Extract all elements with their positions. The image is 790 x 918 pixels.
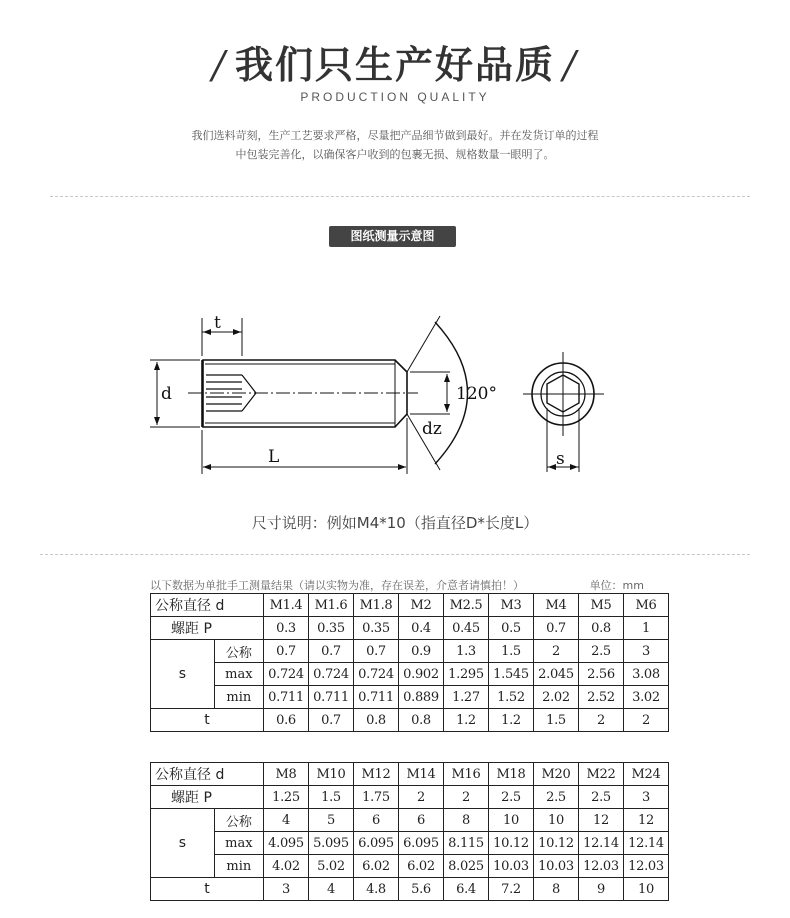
cell: 1.2 [444, 709, 489, 732]
cell: 0.7 [354, 640, 399, 663]
cell: 1.75 [354, 786, 399, 809]
cell: 5.095 [309, 832, 354, 855]
cell: 5.02 [309, 855, 354, 878]
row-t [151, 878, 669, 901]
cell: 0.7 [264, 640, 309, 663]
row-label-max: max [214, 832, 263, 855]
cell: 0.724 [354, 663, 399, 686]
label-angle: 120° [456, 384, 497, 404]
cell: 10 [489, 809, 534, 832]
title-slash-left: / [212, 43, 227, 87]
row-s-nominal [151, 809, 669, 832]
cell: 10.03 [489, 855, 534, 878]
cell: 0.35 [309, 617, 354, 640]
cell: 8 [444, 809, 489, 832]
intro-line-1: 我们选料苛刻，生产工艺要求严格，尽量把产品细节做到最好。并在发货订单的过程 [191, 129, 599, 142]
row-label-s: s [151, 640, 215, 709]
cell: M3 [489, 594, 534, 617]
cell: 0.7 [309, 640, 354, 663]
cell: 0.8 [354, 709, 399, 732]
row-s-nominal [151, 640, 669, 663]
cell: 8.115 [444, 832, 489, 855]
cell: 0.7 [309, 709, 354, 732]
cell: 0.5 [489, 617, 534, 640]
row-s-min [151, 686, 669, 709]
page-title [0, 34, 790, 89]
row-label-max: max [214, 663, 263, 686]
row-label-min: min [214, 686, 263, 709]
label-dz: dz [422, 419, 442, 439]
cell: 6.095 [399, 832, 444, 855]
cell: 4 [264, 809, 309, 832]
cell: 2.56 [579, 663, 624, 686]
cell: 6.095 [354, 832, 399, 855]
cell: 12 [579, 809, 624, 832]
cell: 0.4 [399, 617, 444, 640]
cell: 0.711 [309, 686, 354, 709]
cell: 9 [579, 878, 624, 901]
cell: 10.03 [534, 855, 579, 878]
cell: 12.14 [624, 832, 669, 855]
cell: M22 [579, 763, 624, 786]
label-t: t [214, 313, 221, 333]
unit-note: 单位：mm [589, 579, 644, 592]
cell: M18 [489, 763, 534, 786]
row-diameter [151, 594, 669, 617]
cell: 1.295 [444, 663, 489, 686]
spec-table-small [150, 593, 669, 732]
cell: 1.5 [489, 640, 534, 663]
cell: 2.045 [534, 663, 579, 686]
cell: 7.2 [489, 878, 534, 901]
cell: M10 [309, 763, 354, 786]
cell: 1.545 [489, 663, 534, 686]
cell: 2.5 [579, 640, 624, 663]
cell: 0.8 [579, 617, 624, 640]
cell: 2 [399, 786, 444, 809]
cell: 0.3 [264, 617, 309, 640]
cell: 1.5 [309, 786, 354, 809]
cell: 0.724 [309, 663, 354, 686]
cell: 12.03 [624, 855, 669, 878]
cell: 0.7 [534, 617, 579, 640]
cell: 10.12 [534, 832, 579, 855]
cell: 2.52 [579, 686, 624, 709]
cell: 1.52 [489, 686, 534, 709]
row-label-nominal: 公称 [214, 809, 263, 832]
intro-text [100, 126, 690, 164]
intro-line-2: 中包装完善化，以确保客户收到的包裹无损、规格数量一眼明了。 [235, 148, 555, 161]
row-label-t: t [151, 709, 264, 732]
cell: M20 [534, 763, 579, 786]
cell: 2 [579, 709, 624, 732]
cell: 1.3 [444, 640, 489, 663]
cell: 6.02 [354, 855, 399, 878]
cell: 2 [444, 786, 489, 809]
cell: 6.02 [399, 855, 444, 878]
row-pitch [151, 786, 669, 809]
cell: 2.5 [534, 786, 579, 809]
cell: 8.025 [444, 855, 489, 878]
cell: 3 [624, 786, 669, 809]
cell: 0.9 [399, 640, 444, 663]
cell: M1.8 [354, 594, 399, 617]
cell: M5 [579, 594, 624, 617]
row-pitch [151, 617, 669, 640]
cell: 10 [534, 809, 579, 832]
row-s-max [151, 832, 669, 855]
cell: 6 [399, 809, 444, 832]
cell: 4.8 [354, 878, 399, 901]
cell: 0.711 [264, 686, 309, 709]
cell: 0.8 [399, 709, 444, 732]
page-subtitle: PRODUCTION QUALITY [300, 90, 490, 104]
cell: 4 [309, 878, 354, 901]
label-L: L [268, 447, 280, 467]
cell: M14 [399, 763, 444, 786]
cell: M12 [354, 763, 399, 786]
cell: 1 [624, 617, 669, 640]
row-diameter [151, 763, 669, 786]
row-label-min: min [214, 855, 263, 878]
cell: 8 [534, 878, 579, 901]
cell: 0.45 [444, 617, 489, 640]
section-badge: 图纸测量示意图 [329, 226, 456, 247]
cell: 10 [624, 878, 669, 901]
cell: 3.02 [624, 686, 669, 709]
cell: 0.6 [264, 709, 309, 732]
cell: M2 [399, 594, 444, 617]
cell: 6.4 [444, 878, 489, 901]
divider [50, 196, 750, 197]
cell: 0.889 [399, 686, 444, 709]
cell: M4 [534, 594, 579, 617]
cell: 0.711 [354, 686, 399, 709]
title-slash-right: / [563, 43, 578, 87]
row-s-max [151, 663, 669, 686]
row-s-min [151, 855, 669, 878]
cell: 3 [624, 640, 669, 663]
row-label-diameter: 公称直径 d [151, 763, 264, 786]
label-d: d [161, 384, 172, 404]
cell: 0.35 [354, 617, 399, 640]
cell: M24 [624, 763, 669, 786]
cell: 3 [264, 878, 309, 901]
set-screw-diagram [140, 300, 620, 490]
row-label-nominal: 公称 [214, 640, 263, 663]
row-label-pitch: 螺距 P [151, 786, 264, 809]
cell: M8 [264, 763, 309, 786]
cell: 4.095 [264, 832, 309, 855]
cell: 1.5 [534, 709, 579, 732]
cell: 5 [309, 809, 354, 832]
cell: M16 [444, 763, 489, 786]
divider [40, 554, 750, 555]
cell: M2.5 [444, 594, 489, 617]
cell: M1.6 [309, 594, 354, 617]
cell: 3.08 [624, 663, 669, 686]
row-label-t: t [151, 878, 264, 901]
cell: 5.6 [399, 878, 444, 901]
title-text: 我们只生产好品质 [234, 43, 555, 87]
cell: 1.25 [264, 786, 309, 809]
row-label-pitch: 螺距 P [151, 617, 264, 640]
row-label-diameter: 公称直径 d [151, 594, 264, 617]
cell: M1.4 [264, 594, 309, 617]
cell: 0.724 [264, 663, 309, 686]
cell: 4.02 [264, 855, 309, 878]
cell: M6 [624, 594, 669, 617]
cell: 2 [534, 640, 579, 663]
cell: 2 [624, 709, 669, 732]
cell: 1.27 [444, 686, 489, 709]
cell: 12 [624, 809, 669, 832]
cell: 1.2 [489, 709, 534, 732]
cell: 10.12 [489, 832, 534, 855]
row-t [151, 709, 669, 732]
cell: 12.03 [579, 855, 624, 878]
dimension-note: 尺寸说明：例如M4*10（指直径D*长度L） [251, 514, 539, 532]
spec-table-large [150, 762, 669, 901]
row-label-s: s [151, 809, 215, 878]
cell: 6 [354, 809, 399, 832]
cell: 12.14 [579, 832, 624, 855]
cell: 2.5 [489, 786, 534, 809]
cell: 0.902 [399, 663, 444, 686]
table-disclaimer: 以下数据为单批手工测量结果（请以实物为准，存在误差，介意者请慎拍！） [150, 579, 524, 592]
cell: 2.02 [534, 686, 579, 709]
label-s: s [556, 449, 565, 469]
cell: 2.5 [579, 786, 624, 809]
